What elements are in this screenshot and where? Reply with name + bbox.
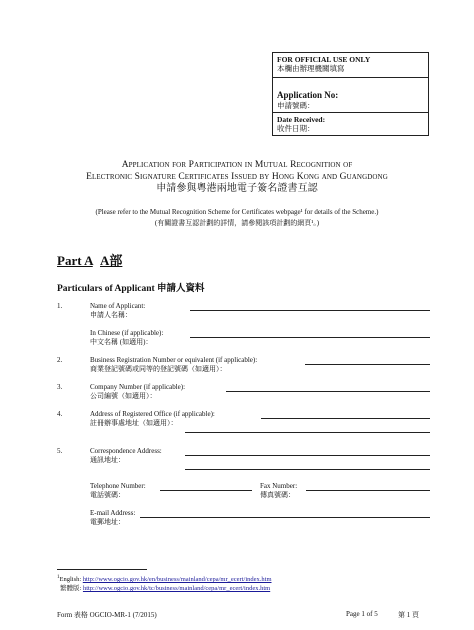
page-number-en: Page 1 of 5: [346, 610, 378, 618]
email-label-zh: 電郵地址：: [90, 518, 125, 526]
box-divider: [273, 77, 428, 78]
br-number-label: Business Registration Number or equivalent (if applicable):: [90, 356, 258, 364]
registered-address-label: Address of Registered Office (if applicable):: [90, 410, 215, 418]
registered-address-label-zh: 註冊辦事處地址（如適用）：: [90, 419, 178, 427]
official-use-box: [272, 52, 429, 136]
application-no-label-zh: 申請號碼：: [277, 101, 315, 110]
registered-address-field[interactable]: [261, 418, 430, 419]
application-no-label: Application No:: [277, 90, 339, 100]
applicant-name-field[interactable]: [190, 310, 430, 311]
telephone-label-zh: 電話號碼：: [90, 491, 125, 499]
correspondence-address-field-2[interactable]: [185, 469, 430, 470]
br-number-label-zh: 商業登記號碼或同等的登記號碼（如適用）：: [90, 365, 227, 373]
title-line-3: 申請參與粵港兩地電子簽名證書互認: [156, 183, 318, 194]
part-label: [57, 250, 122, 269]
chinese-url-link[interactable]: http://www.ogcio.gov.hk/tc/business/mainland/cepa/mr_ecert/index.htm: [82, 585, 271, 593]
br-number-field[interactable]: [305, 364, 430, 365]
email-label: E-mail Address:: [90, 509, 136, 517]
applicant-name-label: Name of Applicant:: [90, 302, 146, 310]
footnote-marker: 1: [57, 575, 60, 580]
scheme-note-en: (Please refer to the Mutual Recognition Scheme for Certificates webpage¹ for details of the Scheme.): [95, 208, 379, 216]
official-use-heading: FOR OFFICIAL USE ONLY: [277, 55, 371, 64]
field-number: 3.: [57, 383, 63, 391]
official-use-heading-zh: 本欄由辦理機關填寫: [277, 64, 345, 73]
company-number-label: Company Number (if applicable):: [90, 383, 186, 391]
page-number-zh: 第 1 頁: [398, 611, 419, 619]
company-number-label-zh: 公司編號（如適用）：: [90, 392, 157, 400]
applicant-name-label-zh: 申請人名稱：: [90, 311, 132, 319]
title-line-1: Application for Participation in Mutual Recognition of: [121, 160, 353, 170]
footnote-divider: [57, 569, 147, 570]
footnote: [57, 573, 272, 593]
field-number: 2.: [57, 356, 63, 364]
telephone-label: Telephone Number:: [90, 482, 146, 490]
chinese-name-label-zh: 中文名稱 (如適用)：: [90, 338, 153, 346]
fax-label-zh: 傳真號碼：: [260, 491, 295, 499]
field-number: 1.: [57, 302, 63, 310]
english-url-link[interactable]: http://www.ogcio.gov.hk/en/business/mainland/cepa/mr_ecert/index.htm: [82, 576, 272, 584]
registered-address-field-2[interactable]: [185, 432, 430, 433]
date-received-label: Date Received:: [277, 115, 326, 124]
section-heading: Particulars of Applicant 申請人資料: [57, 284, 205, 294]
footnote-english-label: English:: [59, 576, 83, 584]
date-received-label-zh: 收件日期：: [277, 124, 315, 133]
box-divider: [273, 112, 428, 113]
telephone-field[interactable]: [160, 490, 252, 491]
fax-field[interactable]: [306, 490, 430, 491]
footnote-chinese-label: 繁體版:: [60, 585, 83, 593]
title-line-2: Electronic Signature Certificates Issued by Hong Kong and Guangdong: [86, 172, 388, 182]
part-label-zh: A部: [100, 253, 123, 268]
field-number: 5.: [57, 447, 63, 455]
footnote-english: [57, 573, 272, 584]
chinese-name-field[interactable]: [190, 337, 430, 338]
fax-label: Fax Number:: [260, 482, 298, 490]
correspondence-address-field[interactable]: [185, 455, 430, 456]
correspondence-address-label-zh: 通訊地址：: [90, 456, 125, 464]
chinese-name-label: In Chinese (if applicable):: [90, 329, 164, 337]
form-number: Form 表格 OGCIO-MR-1 (7/2015): [57, 611, 157, 619]
footnote-chinese: [57, 584, 272, 593]
scheme-note-zh: (有關證書互認計劃的詳情，請參閱該項計劃的網頁¹。): [154, 219, 320, 227]
part-label-en: Part A: [57, 253, 93, 268]
correspondence-address-label: Correspondence Address:: [90, 447, 162, 455]
company-number-field[interactable]: [226, 391, 430, 392]
field-number: 4.: [57, 410, 63, 418]
email-field[interactable]: [140, 517, 430, 518]
